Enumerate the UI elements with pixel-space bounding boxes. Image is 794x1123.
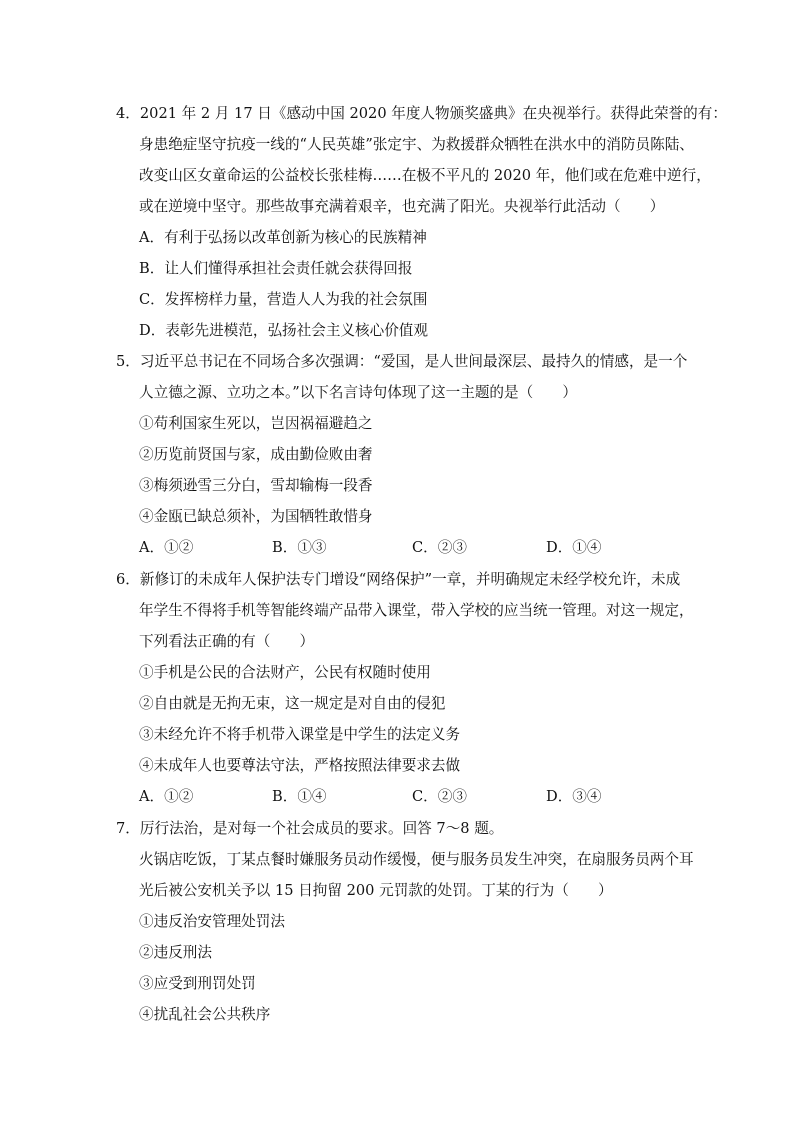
choice-c: C．②③ [412, 539, 467, 556]
statement-3: ③应受到刑罚处罚 [139, 975, 256, 992]
question-7 [116, 813, 694, 1030]
choice-b: B．①③ [272, 539, 327, 556]
choice-a: A．①② [139, 539, 194, 556]
option-b: B．让人们懂得承担社会责任就会获得回报 [139, 260, 413, 277]
option-a: A．有利于弘扬以改革创新为核心的民族精神 [139, 229, 427, 246]
question-stem-line: 6．新修订的未成年人保护法专门增设“网络保护”一章，并明确规定未经学校允许，未成 [116, 571, 681, 588]
question-number: 7． [116, 820, 140, 837]
statement-3: ③未经允许不将手机带入课堂是中学生的法定义务 [139, 726, 461, 743]
choice-b: B．①④ [272, 788, 327, 805]
question-5 [116, 346, 688, 563]
statement-2: ②违反刑法 [139, 944, 212, 961]
statement-1: ①苟利国家生死以，岂因祸福避趋之 [139, 415, 373, 432]
question-stem-line: 或在逆境中坚守。那些故事充满着艰辛，也充满了阳光。央视举行此活动（ ） [139, 198, 665, 215]
choice-d: D．①④ [546, 539, 602, 556]
statement-4: ④金瓯已缺总须补，为国牺牲敢惜身 [139, 508, 373, 525]
question-stem-line: 7．厉行法治，是对每一个社会成员的要求。回答 7～8 题。 [116, 820, 504, 837]
question-number: 4． [116, 105, 140, 122]
choice-c: C．②③ [412, 788, 467, 805]
option-c: C．发挥榜样力量，营造人人为我的社会氛围 [139, 291, 428, 308]
choice-d: D．③④ [546, 788, 602, 805]
question-stem-line: 火锅店吃饭，丁某点餐时嫌服务员动作缓慢，便与服务员发生冲突，在扇服务员两个耳 [139, 851, 694, 868]
statement-2: ②自由就是无拘无束，这一规定是对自由的侵犯 [139, 695, 446, 712]
statement-4: ④未成年人也要尊法守法，严格按照法律要求去做 [139, 757, 461, 774]
statement-2: ②历览前贤国与家，成由勤俭败由奢 [139, 446, 373, 463]
question-stem-line: 4．2021 年 2 月 17 日《感动中国 2020 年度人物颁奖盛典》在央视举行。获得此荣誉的有： [116, 105, 727, 122]
question-stem-line: 年学生不得将手机等智能终端产品带入课堂，带入学校的应当统一管理。对这一规定， [139, 602, 694, 619]
question-4 [116, 98, 727, 346]
question-stem-line: 5．习近平总书记在不同场合多次强调：“爱国，是人世间最深层、最持久的情感，是一个 [116, 353, 688, 370]
question-stem-line: 身患绝症坚守抗疫一线的“人民英雄”张定宇、为救援群众牺牲在洪水中的消防员陈陆、 [139, 136, 694, 153]
question-stem-line: 光后被公安机关予以 15 日拘留 200 元罚款的处罚。丁某的行为（ ） [139, 882, 613, 899]
statement-4: ④扰乱社会公共秩序 [139, 1006, 271, 1023]
statement-1: ①手机是公民的合法财产，公民有权随时使用 [139, 664, 431, 681]
choice-a: A．①② [139, 788, 194, 805]
statement-3: ③梅须逊雪三分白，雪却输梅一段香 [139, 477, 373, 494]
question-number: 5． [116, 353, 140, 370]
answer-choices [116, 781, 676, 812]
question-stem-line: 下列看法正确的有（ ） [139, 633, 315, 650]
question-stem-line: 改变山区女童命运的公益校长张桂梅……在极不平凡的 2020 年，他们或在危难中逆行， [139, 167, 711, 184]
question-6 [116, 564, 694, 812]
option-d: D．表彰先进模范，弘扬社会主义核心价值观 [139, 322, 428, 339]
question-number: 6． [116, 571, 140, 588]
answer-choices [116, 532, 676, 563]
question-stem-line: 人立德之源、立功之本。”以下名言诗句体现了这一主题的是（ ） [139, 384, 577, 401]
statement-1: ①违反治安管理处罚法 [139, 913, 285, 930]
